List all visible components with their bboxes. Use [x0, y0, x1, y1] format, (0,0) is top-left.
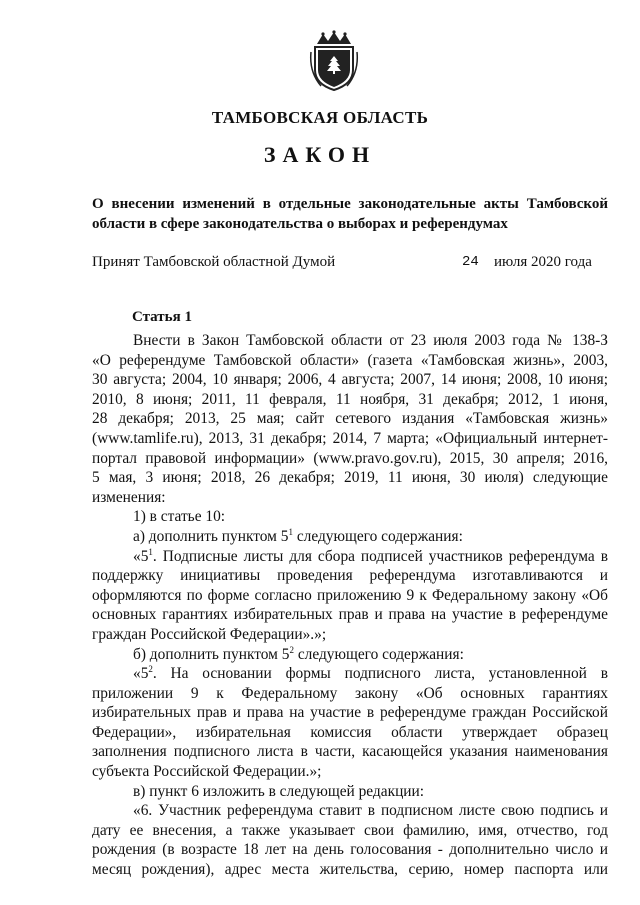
subject-line: О внесении изменений в отдельные законодательные акты Тамбовской	[92, 196, 608, 212]
body-line: «О референдуме Тамбовской области» (газета «Тамбовская жизнь», 2003,	[92, 351, 608, 369]
list-item: б) дополнить пунктом $5^2$ следующего содержания:	[133, 644, 464, 663]
body-line: (www.tamlife.ru), 2013, 31 декабря; 2014, 7 марта; «Официальный интернет-	[92, 429, 608, 447]
document-type-title: ЗАКОН	[263, 142, 377, 167]
body-line: портал правовой информации» (www.pravo.gov.ru), 2015, 30 апреля; 2016,	[92, 449, 608, 467]
body-line: месяц рождения), адрес места жительства, серию, номер паспорта или	[92, 861, 608, 879]
list-item: 1) в статье 10:	[133, 508, 226, 526]
region-title: ТАМБОВСКАЯ ОБЛАСТЬ	[211, 108, 429, 127]
body-line: Внести в Закон Тамбовской области от 23 июля 2003 года № 138-З	[133, 332, 608, 349]
body-line: заполнения подписного листа в части, касающейся указания наименования	[92, 743, 608, 761]
body-line: 2010, 8 июня; 2011, 11 февраля, 11 ноября, 31 декабря; 2012, 1 июня,	[92, 390, 608, 408]
adoption-day: 24	[462, 254, 479, 270]
body-line: граждан Российской Федерации».»;	[92, 625, 327, 643]
body-line: дату ее внесения, а также указывает свои фамилию, имя, отчество, год	[92, 821, 608, 839]
body-line: изменения:	[92, 488, 166, 506]
body-line: 5 мая, 3 июня; 2018, 26 декабря; 2019, 11 июня, 30 июля) следующие	[92, 469, 608, 487]
adoption-month-year: июля 2020 года	[494, 254, 592, 270]
subject-line: области в сфере законодательства о выборах и референдумах	[92, 216, 508, 232]
body-line: «$5^2$. На основании формы подписного листа, установленной в	[133, 664, 608, 683]
body-line: оформляются по форме согласно приложению 9 к Федеральному закону «Об	[92, 586, 608, 604]
body-line: рождения (в возрасте 18 лет на день голосования - дополнительно число и	[92, 841, 608, 859]
body-line: приложении 9 к Федеральному закону «Об основных гарантиях	[92, 684, 608, 702]
coat-of-arms-icon	[309, 30, 359, 92]
adoption-label: Принят Тамбовской областной Думой	[92, 254, 336, 270]
body-line: 28 декабря; 2013, 25 мая; сайт сетевого издания «Тамбовская жизнь»	[92, 410, 608, 428]
body-line: субъекта Российской Федерации.»;	[92, 763, 322, 781]
body-line: «$5^1$. Подписные листы для сбора подписей участников референдума в	[133, 546, 608, 565]
body-line: основных гарантиях избирательных прав и права на участие в референдуме	[92, 606, 608, 624]
body-line: поддержку инициативы проведения референдума изготавливаются и	[92, 567, 608, 585]
body-line: «6. Участник референдума ставит в подписном листе свою подпись и	[133, 802, 608, 820]
body-line: 30 августа; 2004, 10 января; 2006, 4 августа; 2007, 14 июня; 2008, 10 июня;	[92, 371, 608, 389]
article-heading: Статья 1	[132, 309, 192, 325]
article-body	[92, 331, 608, 880]
body-line: избирательных прав и права на участие в референдуме граждан Российской	[92, 704, 608, 722]
list-item: в) пункт 6 изложить в следующей редакции:	[133, 782, 425, 800]
law-subject	[92, 194, 608, 234]
body-line: Федерации», избирательная комиссия области утверждает образец	[92, 723, 608, 741]
list-item: а) дополнить пунктом $5^1$ следующего содержания:	[133, 526, 463, 545]
